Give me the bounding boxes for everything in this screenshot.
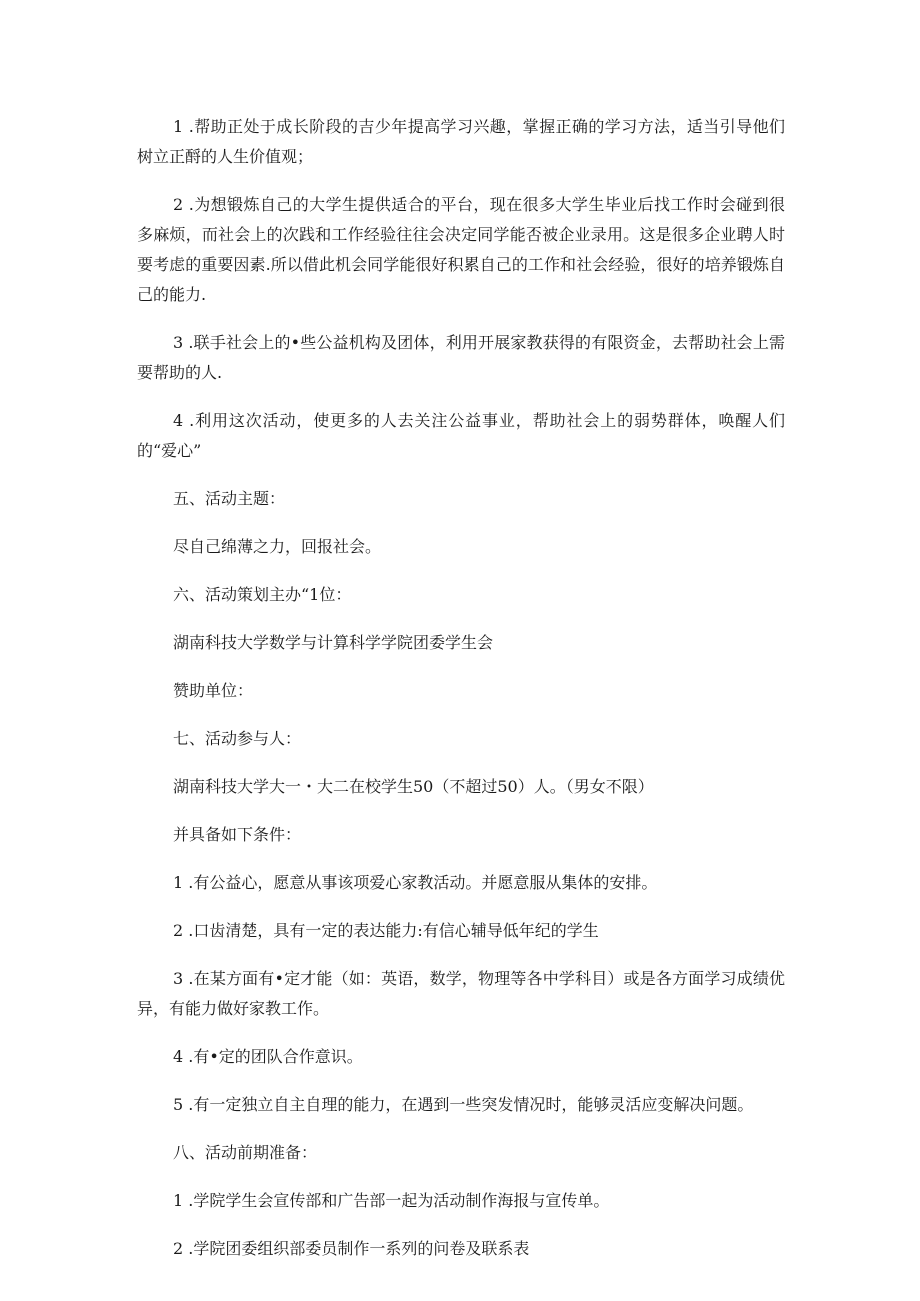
- paragraph-condition-5: 5 .有一定独立自主自理的能力，在遇到一些突发情况时，能够灵活应变解决问题。: [173, 1095, 754, 1114]
- paragraph-theme: 尽自己绵薄之力，回报社会。: [173, 537, 382, 556]
- paragraph-goal-3: 3 .联手社会上的•些公益机构及团体，利用开展家教获得的有限资金，去帮助社会上需要帮助的人.: [137, 333, 785, 382]
- paragraph-condition-4: 4 .有•定的团队合作意识。: [173, 1047, 363, 1066]
- paragraph-organizer: 湖南科技大学数学与计算科学学院团委学生会: [173, 633, 494, 652]
- paragraph-goal-1: 1 .帮助正处于成长阶段的吉少年提高学习兴趣，掌握正确的学习方法，适当引导他们树立正酹的人生价值观；: [137, 117, 785, 166]
- section-heading-theme: 五、活动主题：: [173, 489, 286, 508]
- section-heading-organizer: 六、活动策划主办“1位：: [173, 585, 352, 604]
- paragraph-sponsor: 赞助单位：: [173, 681, 254, 700]
- paragraph-participants: 湖南科技大学大一・大二在校学生50（不超过50）人。（男女不限）: [173, 777, 654, 796]
- paragraph-condition-1: 1 .有公益心，愿意从事该项爱心家教活动。并愿意服从集体的安排。: [173, 873, 658, 892]
- paragraph-condition-2: 2 .口齿清楚，具有一定的表达能力:有信心辅导低年纪的学生: [173, 921, 599, 940]
- section-heading-participants: 七、活动参与人：: [173, 729, 302, 748]
- paragraph-preparation-2: 2 .学院团委组织部委员制作一系列的问卷及联系表: [173, 1239, 530, 1258]
- paragraph-conditions-intro: 并具备如下条件：: [173, 825, 302, 844]
- paragraph-condition-3: 3 .在某方面有•定才能（如：英语，数学，物理等各中学科目）或是各方面学习成绩优异，有能力做好家教工作。: [137, 969, 785, 1018]
- document-body: [137, 112, 785, 1282]
- paragraph-goal-4: 4 .利用这次活动，使更多的人去关注公益事业，帮助社会上的弱势群体，唤醒人们的“爱心”: [137, 411, 785, 460]
- paragraph-goal-2: 2 .为想锻炼自己的大学生提供适合的平台，现在很多大学生毕业后找工作时会碰到很多麻烦，而社会上的次践和工作经验往往会决定同学能否被企业录用。这是很多企业聘人时要考虑的重要因素.所以借此机会同学能很好积累自己的工作和社会经验，很好的培养锻炼自己的能力.: [137, 195, 785, 304]
- section-heading-preparation: 八、活动前期准备：: [173, 1143, 318, 1162]
- paragraph-preparation-1: 1 .学院学生会宣传部和广告部一起为活动制作海报与宣传单。: [173, 1191, 610, 1210]
